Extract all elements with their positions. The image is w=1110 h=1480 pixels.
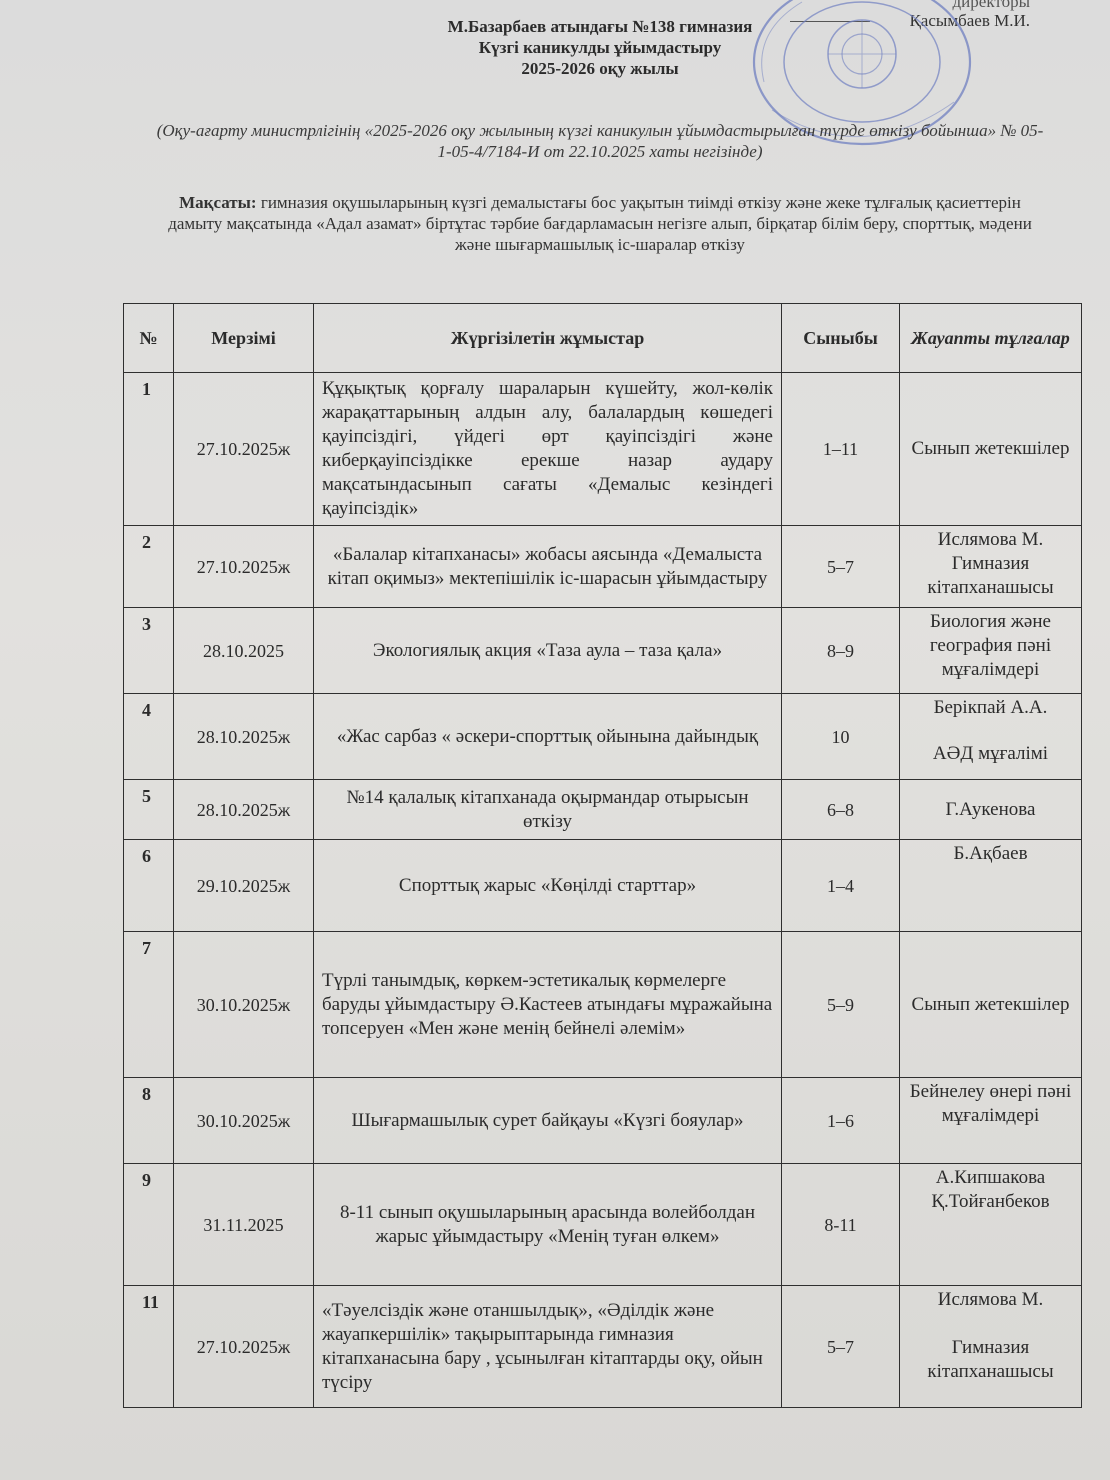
col-header-activity: Жүргізілетін жұмыстар [314, 304, 782, 373]
table-row [124, 694, 1082, 780]
table-row [124, 1164, 1082, 1286]
row-num: 2 [124, 526, 174, 608]
row-date: 28.10.2025 [174, 608, 314, 694]
row-responsible: Сынып жетекшілер [900, 373, 1082, 526]
row-num: 4 [124, 694, 174, 780]
row-class: 1–11 [782, 373, 900, 526]
row-date: 27.10.2025ж [174, 1286, 314, 1408]
responsible-role: АӘД мұғалімі [932, 743, 1049, 764]
goal-label: Мақсаты: [179, 193, 257, 212]
row-responsible: Г.Аукенова [900, 780, 1082, 840]
row-date: 29.10.2025ж [174, 840, 314, 932]
row-responsible: Ислямова М. Гимназия кітапханашысы [900, 526, 1082, 608]
row-date: 27.10.2025ж [174, 373, 314, 526]
row-activity: 8-11 сынып оқушыларының арасында волейболдан жарыс ұйымдастыру «Менің туған өлкем» [314, 1164, 782, 1286]
document-header [390, 16, 810, 79]
table-row [124, 373, 1082, 526]
row-num: 5 [124, 780, 174, 840]
approval-block [909, 0, 1030, 30]
row-class: 5–7 [782, 1286, 900, 1408]
row-class: 1–6 [782, 1078, 900, 1164]
row-num: 11 [124, 1286, 174, 1408]
row-date: 28.10.2025ж [174, 694, 314, 780]
row-responsible: Сынып жетекшілер [900, 932, 1082, 1078]
row-class: 1–4 [782, 840, 900, 932]
row-responsible: Биология және география пәні мұғалімдері [900, 608, 1082, 694]
responsible-name: Ислямова М. [937, 1289, 1044, 1310]
row-date: 30.10.2025ж [174, 932, 314, 1078]
row-activity: Спорттық жарыс «Көңілді старттар» [314, 840, 782, 932]
row-num: 3 [124, 608, 174, 694]
row-responsible: Б.Ақбаев [900, 840, 1082, 932]
table-header-row [124, 304, 1082, 373]
row-date: 30.10.2025ж [174, 1078, 314, 1164]
row-activity: Шығармашылық сурет байқауы «Күзгі бояулар» [314, 1078, 782, 1164]
row-class: 8-11 [782, 1164, 900, 1286]
col-header-class: Сыныбы [782, 304, 900, 373]
row-class: 6–8 [782, 780, 900, 840]
approval-signatory: Қасымбаев М.И. [909, 11, 1030, 30]
table-row [124, 840, 1082, 932]
row-num: 1 [124, 373, 174, 526]
approval-title: директоры [952, 0, 1030, 11]
responsible-name: Берікпай А.А. [933, 697, 1048, 718]
table-row [124, 608, 1082, 694]
document-title: Күзгі каникулды ұйымдастыру [478, 38, 722, 57]
row-activity: №14 қалалық кітапханада оқырмандар отырысын өткізу [314, 780, 782, 840]
table-row [124, 1078, 1082, 1164]
col-header-num: № [124, 304, 174, 373]
row-date: 27.10.2025ж [174, 526, 314, 608]
table-row [124, 1286, 1082, 1408]
row-class: 5–9 [782, 932, 900, 1078]
row-responsible: Бейнелеу өнері пәні мұғалімдері [900, 1078, 1082, 1164]
goal-text: гимназия оқушыларының күзгі демалыстағы бос уақытын тиімді өткізу және жеке тұлғалық қасиеттерін дамыту мақсатында «Адал азамат» біртұтас тәрбие бағдарламасын негізге алып, бірқатар білім беру, спорттық, мәдени және шығармашылық іс-шаралар өткізу [168, 193, 1032, 254]
row-activity: «Жас сарбаз « әскери-спорттық ойынына дайындық [314, 694, 782, 780]
row-class: 5–7 [782, 526, 900, 608]
school-name: М.Базарбаев атындағы №138 гимназия [447, 17, 753, 36]
row-responsible [900, 694, 1082, 780]
row-num: 7 [124, 932, 174, 1078]
activity-table [123, 303, 1082, 1408]
table-row [124, 932, 1082, 1078]
table-row [124, 780, 1082, 840]
row-num: 9 [124, 1164, 174, 1286]
row-num: 6 [124, 840, 174, 932]
basis-note: (Оқу-ағарту министрлігінің «2025-2026 оқу жылының күзгі каникулын ұйымдастырылған түрде өткізу бойынша» № 05-1-05-4/7184-И от 22.10.2025 хаты негізінде) [156, 121, 1044, 161]
col-header-responsible: Жауапты тұлғалар [900, 304, 1082, 373]
row-activity: «Тәуелсіздік және отаншылдық», «Әділдік және жауапкершілік» тақырыптарында гимназия кітапханасына бару , ұсынылған кітаптарды оқу, ойын түсіру [314, 1286, 782, 1408]
col-header-date: Мерзімі [174, 304, 314, 373]
row-activity: Экологиялық акция «Таза аула – таза қала» [314, 608, 782, 694]
row-activity: Құқықтық қорғалу шараларын күшейту, жол-көлік жарақаттарының алдын алу, балалардың көшедегі қауіпсіздігі, үйдегі өрт қауіпсіздігі және киберқауіпсіздікке ерекше назар аудару мақсатындасынып сағаты «Демалыс кезіндегі қауіпсіздік» [314, 373, 782, 526]
row-num: 8 [124, 1078, 174, 1164]
row-date: 31.11.2025 [174, 1164, 314, 1286]
row-class: 8–9 [782, 608, 900, 694]
row-date: 28.10.2025ж [174, 780, 314, 840]
row-responsible [900, 1286, 1082, 1408]
row-activity: «Балалар кітапханасы» жобасы аясында «Демалыста кітап оқимыз» мектепішілік іс-шарасын ұйымдастыру [314, 526, 782, 608]
table-row [124, 526, 1082, 608]
responsible-role: Гимназия кітапханашысы [927, 1337, 1054, 1382]
row-class: 10 [782, 694, 900, 780]
row-activity: Түрлі танымдық, көркем-эстетикалық көрмелерге баруды ұйымдастыру Ә.Кастеев атындағы мұражайына топсеруен «Мен және менің бейнелі әлемім» [314, 932, 782, 1078]
academic-year: 2025-2026 оқу жылы [521, 59, 679, 78]
row-responsible: А.Кипшакова Қ.Тойғанбеков [900, 1164, 1082, 1286]
goal-paragraph [150, 192, 1050, 255]
